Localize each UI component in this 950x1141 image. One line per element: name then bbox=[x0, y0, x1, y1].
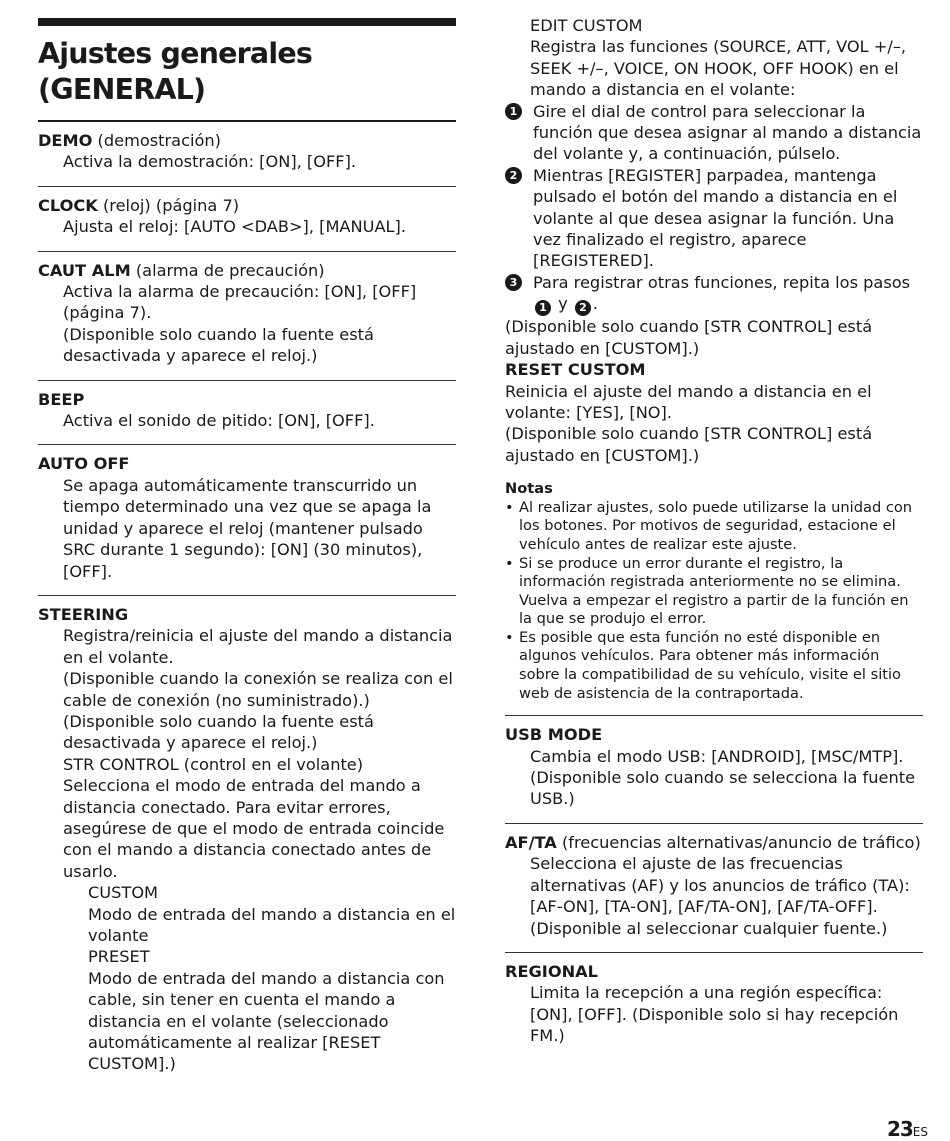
custom-text: Modo de entrada del mando a distancia en el volante bbox=[88, 904, 456, 945]
section-demo bbox=[38, 120, 456, 186]
clock-text: Ajusta el reloj: [AUTO <DAB>], [MANUAL]. bbox=[63, 217, 407, 237]
title-bar bbox=[38, 18, 456, 26]
note-text: Es posible que esta función no esté disponible en algunos vehículos. Para obtener más información sobre la compatibilidad de su vehículo, visite el sitio web de asistencia de la contraportada. bbox=[519, 628, 901, 702]
note-text: Al realizar ajustes, solo puede utilizarse la unidad con los botones. Por motivos de seguridad, estacione el vehículo antes de realizar este ajuste. bbox=[519, 498, 913, 553]
edit-custom-block bbox=[505, 15, 923, 101]
edit-custom-steps bbox=[505, 101, 923, 317]
section-steering bbox=[38, 595, 456, 1088]
page-number bbox=[887, 1117, 928, 1141]
usb-mode-text: Cambia el modo USB: [ANDROID], [MSC/MTP]. bbox=[530, 746, 904, 766]
section-clock bbox=[38, 186, 456, 251]
step-2-text: Mientras [REGISTER] parpadea, mantenga pulsado el botón del mando a distancia en el volante al que desea asignar la función. Una vez finalizado el registro, aparece [REGISTERED]. bbox=[533, 165, 898, 271]
bullet-icon: • bbox=[505, 498, 514, 516]
note-text: Si se produce un error durante el registro, la información registrada anteriormente no se elimina. Vuelva a empezar el registro a partir de la función en la que se produjo el error. bbox=[519, 554, 909, 628]
right-column bbox=[505, 15, 923, 1060]
reset-custom-text: Reinicia el ajuste del mando a distancia en el volante: [YES], [NO]. bbox=[505, 381, 872, 422]
beep-text: Activa el sonido de pitido: [ON], [OFF]. bbox=[63, 411, 375, 431]
step-3-text-end: . bbox=[592, 294, 599, 314]
edit-custom-availability: (Disponible solo cuando [STR CONTROL] está ajustado en [CUSTOM].) bbox=[505, 317, 873, 358]
af-ta-heading-desc: (frecuencias alternativas/anuncio de tráfico) bbox=[556, 832, 921, 852]
demo-text: Activa la demostración: [ON], [OFF]. bbox=[63, 152, 357, 172]
steering-availability: (Disponible solo cuando la fuente está desactivada y aparece el reloj.) bbox=[63, 711, 374, 753]
left-column bbox=[38, 18, 456, 1088]
bullet-icon: • bbox=[505, 554, 514, 572]
steering-cable-note: (Disponible cuando la conexión se realiza con el cable de conexión (no suministrado).) bbox=[63, 669, 453, 710]
caut-alm-heading-desc: (alarma de precaución) bbox=[130, 260, 325, 280]
auto-off-heading: AUTO OFF bbox=[38, 454, 130, 474]
step-1-number-icon: 1 bbox=[505, 103, 522, 120]
section-af-ta bbox=[505, 823, 923, 952]
note-item bbox=[505, 555, 923, 629]
step-2-number-icon: 2 bbox=[505, 167, 522, 184]
step-3-text bbox=[533, 272, 923, 316]
steering-text: Registra/reinicia el ajuste del mando a distancia en el volante. bbox=[63, 626, 453, 667]
af-ta-text: Selecciona el ajuste de las frecuencias alternativas (AF) y los anuncios de tráfico (TA): [AF-ON], [TA-ON], [AF/TA-ON], [AF/TA-OFF]. bbox=[530, 854, 910, 917]
usb-mode-heading: USB MODE bbox=[505, 725, 603, 745]
af-ta-heading: AF/TA bbox=[505, 832, 557, 852]
regional-text: Limita la recepción a una región específica: [ON], [OFF]. (Disponible solo si hay recepción FM.) bbox=[530, 983, 899, 1046]
caut-alm-availability: (Disponible solo cuando la fuente está desactivada y aparece el reloj.) bbox=[63, 324, 374, 366]
reset-custom-availability: (Disponible solo cuando [STR CONTROL] está ajustado en [CUSTOM].) bbox=[505, 424, 873, 465]
auto-off-text: Se apaga automáticamente transcurrido un tiempo determinado una vez que se apaga la unidad y aparece el reloj (mantener pulsado SRC durante 1 segundo): [ON] (30 minutos), [OFF]. bbox=[63, 475, 432, 581]
page-number-value: 23 bbox=[886, 1117, 913, 1141]
note-item bbox=[505, 629, 923, 703]
step-1-text: Gire el dial de control para seleccionar la función que desea asignar al mando a distancia del volante y, a continuación, púlselo. bbox=[533, 101, 922, 164]
section-regional bbox=[505, 952, 923, 1060]
custom-heading: CUSTOM bbox=[88, 883, 159, 903]
str-control-text: Selecciona el modo de entrada del mando a distancia conectado. Para evitar errores, asegúrese de que el modo de entrada coincide con el mando a distancia conectado antes de usarlo. bbox=[63, 776, 445, 881]
note-item bbox=[505, 499, 923, 555]
reset-custom-block bbox=[505, 316, 923, 466]
step-1 bbox=[505, 101, 923, 165]
step-ref-1-icon: 1 bbox=[535, 300, 551, 316]
section-beep bbox=[38, 380, 456, 445]
preset-heading: PRESET bbox=[88, 947, 150, 967]
notes-title: Notas bbox=[505, 480, 553, 498]
step-3-text-start: Para registrar otras funciones, repita los pasos bbox=[533, 272, 911, 292]
reset-custom-heading: RESET CUSTOM bbox=[505, 360, 646, 380]
beep-heading: BEEP bbox=[38, 389, 85, 409]
preset-text: Modo de entrada del mando a distancia con cable, sin tener en cuenta el mando a distancia en el volante (seleccionado automáticamente al realizar [RESET CUSTOM].) bbox=[88, 968, 445, 1074]
step-2 bbox=[505, 165, 923, 272]
demo-heading: DEMO bbox=[38, 131, 93, 150]
page-number-suffix: ES bbox=[912, 1125, 928, 1139]
clock-heading-desc: (reloj) (página 7) bbox=[97, 195, 240, 215]
section-caut-alm bbox=[38, 251, 456, 380]
demo-heading-desc: (demostración) bbox=[92, 131, 221, 150]
section-auto-off bbox=[38, 444, 456, 594]
clock-heading: CLOCK bbox=[38, 195, 98, 215]
notes-block bbox=[505, 480, 923, 715]
str-control-heading-desc: (control en el volante) bbox=[178, 754, 364, 774]
page-title: Ajustes generales (GENERAL) bbox=[38, 37, 313, 106]
usb-mode-availability: (Disponible solo cuando se selecciona la fuente USB.) bbox=[530, 768, 916, 809]
caut-alm-text: Activa la alarma de precaución: [ON], [OFF] (página 7). bbox=[63, 282, 417, 323]
caut-alm-heading: CAUT ALM bbox=[38, 260, 131, 280]
step-3 bbox=[505, 272, 923, 316]
section-usb-mode bbox=[505, 715, 923, 823]
steering-heading: STEERING bbox=[38, 604, 129, 624]
step-ref-2-icon: 2 bbox=[575, 300, 591, 316]
str-control-heading: STR CONTROL bbox=[63, 754, 179, 774]
bullet-icon: • bbox=[505, 628, 514, 646]
regional-heading: REGIONAL bbox=[505, 961, 598, 981]
edit-custom-heading: EDIT CUSTOM bbox=[530, 16, 643, 35]
af-ta-availability: (Disponible al seleccionar cualquier fuente.) bbox=[530, 918, 888, 938]
step-3-number-icon: 3 bbox=[505, 274, 522, 291]
edit-custom-text: Registra las funciones (SOURCE, ATT, VOL +/–, SEEK +/–, VOICE, ON HOOK, OFF HOOK) en el mando a distancia en el volante: bbox=[530, 37, 907, 100]
step-3-text-mid: y bbox=[558, 294, 568, 314]
